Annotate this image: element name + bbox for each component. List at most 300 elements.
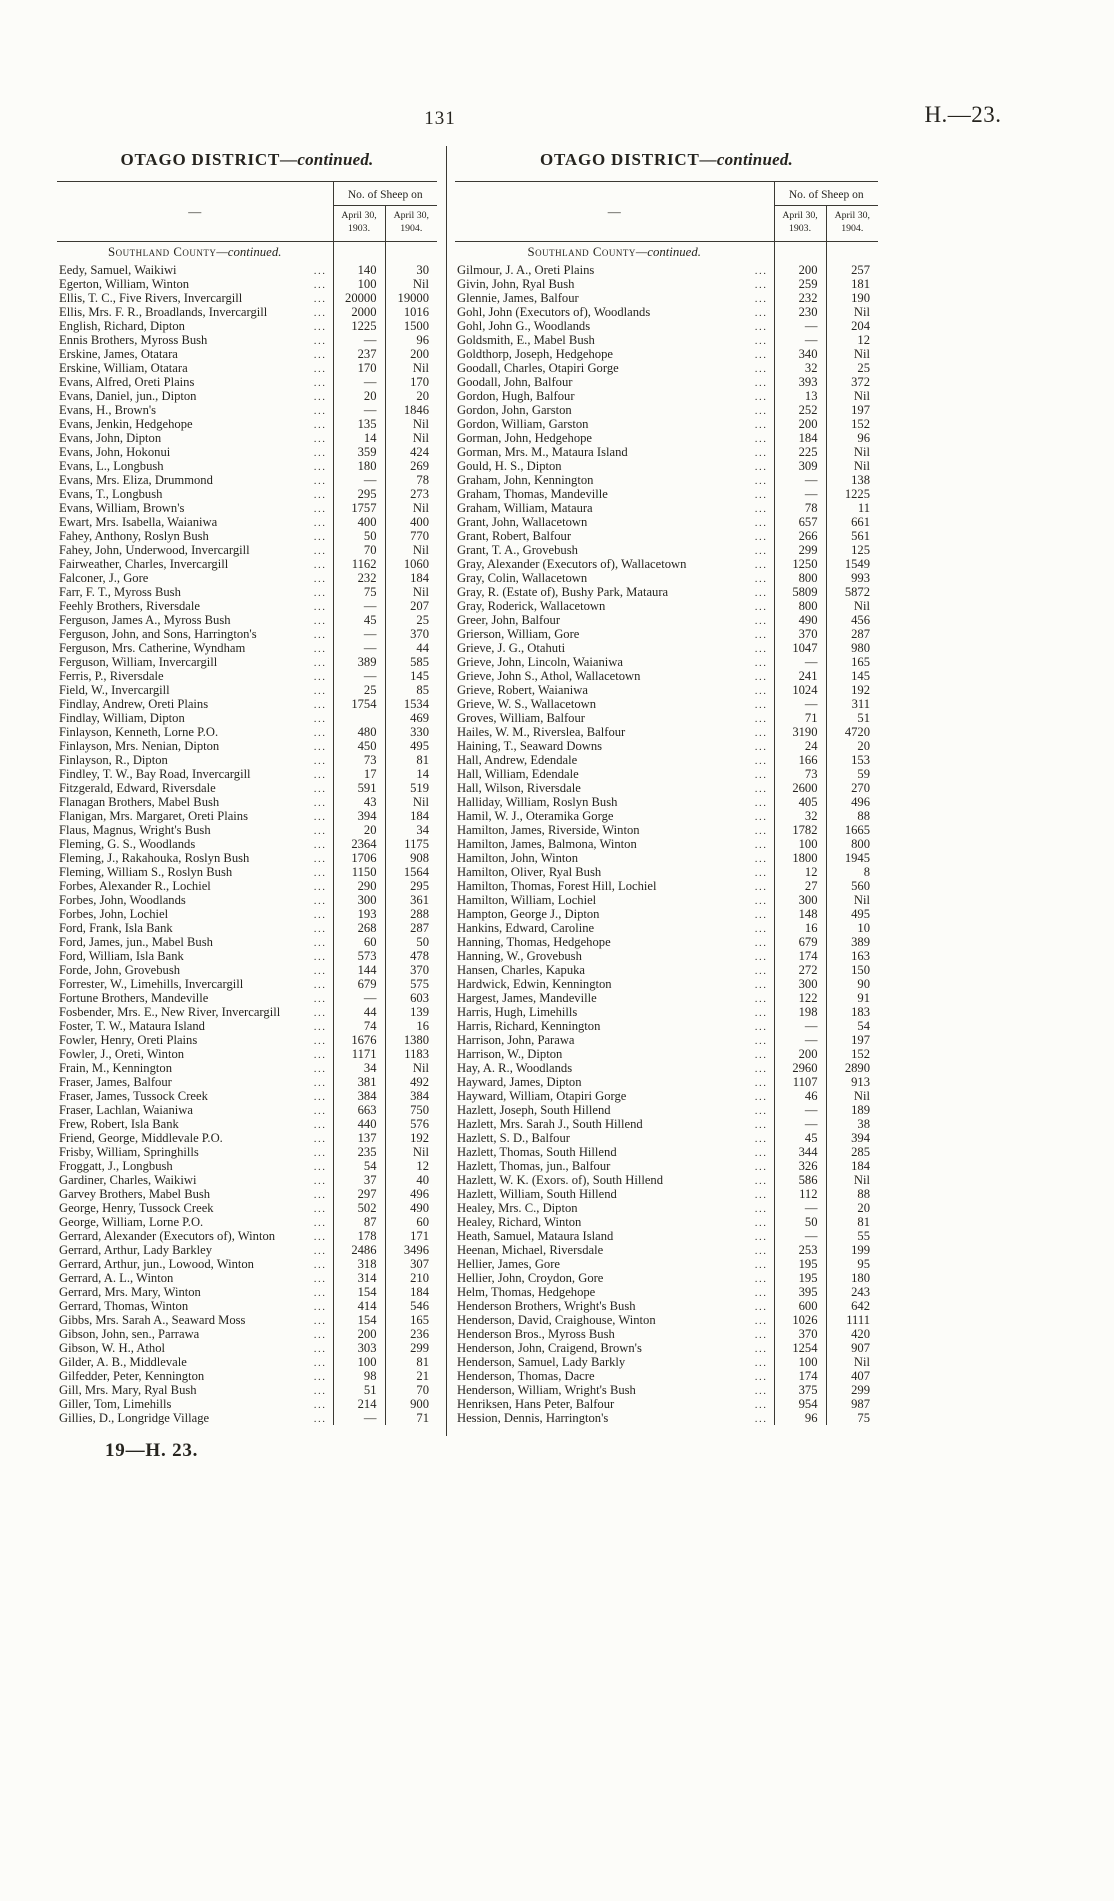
owner-name-cell: Findlay, William, Dipton ... [57,711,333,725]
sheep-1904-cell: 70 [385,1383,437,1397]
sheep-1904-cell: 81 [385,1355,437,1369]
section-heading-row [57,242,437,263]
owner-name-cell: Hayward, William, Otapiri Gorge ... [455,1089,774,1103]
table-row [57,1355,437,1369]
owner-name-cell: Gibson, W. H., Athol ... [57,1341,333,1355]
owner-name-cell: Fortune Brothers, Mandeville ... [57,991,333,1005]
table-row [57,949,437,963]
dot-leader [755,1075,768,1089]
sheep-1903-cell: 24 [774,739,826,753]
empty-cell [826,242,878,263]
owner-name-cell: Gill, Mrs. Mary, Ryal Bush ... [57,1383,333,1397]
sheep-1904-cell: 330 [385,725,437,739]
dot-leader [755,1355,768,1369]
dot-leader [755,753,768,767]
sheep-1903-cell: 1171 [333,1047,385,1061]
owner-name-cell: Gray, Colin, Wallacetown ... [455,571,774,585]
owner-name-cell: Hansen, Charles, Kapuka ... [455,963,774,977]
owner-name-cell: Erskine, William, Otatara ... [57,361,333,375]
sheep-1903-cell: 3190 [774,725,826,739]
dot-leader [755,333,768,347]
table-row [57,1033,437,1047]
table-row [455,1033,878,1047]
owner-name-cell: Henderson, John, Craigend, Brown's ... [455,1341,774,1355]
sheep-1903-cell: 20000 [333,291,385,305]
table-row [455,487,878,501]
sheep-1903-cell: 14 [333,431,385,445]
table-row [455,1187,878,1201]
sheep-1904-cell: 197 [826,403,878,417]
sheep-1903-cell: 45 [774,1131,826,1145]
table-row [455,837,878,851]
sheep-1904-cell: Nil [826,1355,878,1369]
table-row [57,417,437,431]
owner-name-cell: Hardwick, Edwin, Kennington ... [455,977,774,991]
owner-name-cell: Fleming, William S., Roslyn Bush ... [57,865,333,879]
owner-name-cell: Hazlett, Thomas, South Hillend ... [455,1145,774,1159]
dot-leader [755,305,768,319]
table-row [57,1229,437,1243]
owner-name-cell: Gerrard, Mrs. Mary, Winton ... [57,1285,333,1299]
table-row [455,1089,878,1103]
sheep-1904-cell: Nil [385,361,437,375]
owner-name-cell: Gould, H. S., Dipton ... [455,459,774,473]
sheep-1903-cell: 384 [333,1089,385,1103]
sheep-1904-cell: 2890 [826,1061,878,1075]
sheep-1903-cell: 232 [774,291,826,305]
table-row [57,1271,437,1285]
owner-name-cell: Hession, Dennis, Harrington's ... [455,1411,774,1425]
owner-name-cell: Hall, William, Edendale ... [455,767,774,781]
sheep-1903-cell: 252 [774,403,826,417]
sheep-1903-cell: 96 [774,1411,826,1425]
owner-name-cell: Ford, Frank, Isla Bank ... [57,921,333,935]
owner-name-cell: Findlay, Andrew, Oreti Plains ... [57,697,333,711]
table-row [57,1369,437,1383]
sheep-1903-cell: 180 [333,459,385,473]
sheep-1903-cell: 394 [333,809,385,823]
sheep-1903-cell: 200 [774,1047,826,1061]
table-row [455,921,878,935]
owner-name-cell: Harris, Richard, Kennington ... [455,1019,774,1033]
dot-leader [755,1299,768,1313]
sheep-1903-cell: 78 [774,501,826,515]
owner-name-cell: Forbes, John, Lochiel ... [57,907,333,921]
sheep-1904-cell: 800 [826,837,878,851]
dot-leader [755,935,768,949]
sheep-1904-cell: 750 [385,1103,437,1117]
dot-leader [755,585,768,599]
sheep-1904-cell: 269 [385,459,437,473]
sheep-1904-cell: 3496 [385,1243,437,1257]
owner-name-cell: Gerrard, Arthur, jun., Lowood, Winton ... [57,1257,333,1271]
sheep-1903-cell: 375 [774,1383,826,1397]
owner-name-cell: Gerrard, A. L., Winton ... [57,1271,333,1285]
owner-name-cell: Evans, Alfred, Oreti Plains ... [57,375,333,389]
dot-leader [314,823,327,837]
owner-name-cell: Graham, Thomas, Mandeville ... [455,487,774,501]
sheep-1904-cell: 420 [826,1327,878,1341]
owner-name-cell: Harris, Hugh, Limehills ... [455,1005,774,1019]
sheep-1904-cell: 184 [385,571,437,585]
owner-name-cell: Gohl, John (Executors of), Woodlands ... [455,305,774,319]
table-row [57,865,437,879]
table-row [57,823,437,837]
sheep-on-group-header: No. of Sheep on [774,182,878,206]
dot-leader [755,739,768,753]
owner-name-cell: Grieve, W. S., Wallacetown ... [455,697,774,711]
sheep-1904-cell: 389 [826,935,878,949]
dot-leader [314,1299,327,1313]
dot-leader [314,809,327,823]
dot-leader [755,907,768,921]
owner-name-cell: Evans, T., Longbush ... [57,487,333,501]
owner-name-cell: Henderson Brothers, Wright's Bush ... [455,1299,774,1313]
district-name: OTAGO DISTRICT [120,150,281,169]
owner-name-cell: Hellier, James, Gore ... [455,1257,774,1271]
sheep-1903-cell: — [333,641,385,655]
dot-leader [314,305,327,319]
name-column-placeholder: — [57,182,333,242]
dot-leader [314,529,327,543]
sheep-1904-cell: 576 [385,1117,437,1131]
sheep-1904-cell: 299 [826,1383,878,1397]
section-heading-row [455,242,878,263]
sheep-1903-cell: — [774,333,826,347]
owner-name-cell: Flanagan Brothers, Mabel Bush ... [57,795,333,809]
sheep-1904-cell: Nil [385,277,437,291]
sheep-1903-cell: 679 [774,935,826,949]
owner-name-cell: Hampton, George J., Dipton ... [455,907,774,921]
table-row [455,669,878,683]
table-row [57,907,437,921]
sheep-1903-cell: — [774,655,826,669]
district-name: OTAGO DISTRICT [539,150,700,169]
sheep-1904-cell: 59 [826,767,878,781]
dot-leader [314,1103,327,1117]
owner-name-cell: Hankins, Edward, Caroline ... [455,921,774,935]
sheep-1903-cell: 195 [774,1257,826,1271]
dot-leader [755,627,768,641]
owner-name-cell: Finlayson, R., Dipton ... [57,753,333,767]
owner-name-cell: Goldsmith, E., Mabel Bush ... [455,333,774,347]
table-row [57,655,437,669]
sheep-1903-cell: 20 [333,823,385,837]
sheep-1904-cell: 88 [826,809,878,823]
sheep-returns-table-right [455,181,878,1425]
sheep-1903-cell: 314 [333,1271,385,1285]
owner-name-cell: Fahey, Anthony, Roslyn Bush ... [57,529,333,543]
owner-name-cell: Ford, William, Isla Bank ... [57,949,333,963]
table-row [455,893,878,907]
sheep-1903-cell: 54 [333,1159,385,1173]
owner-name-cell: Grieve, John S., Athol, Wallacetown ... [455,669,774,683]
sheep-1904-cell: 1111 [826,1313,878,1327]
sheep-1903-cell: 1047 [774,641,826,655]
sheep-1903-cell: 135 [333,417,385,431]
owner-name-cell: Feehly Brothers, Riversdale ... [57,599,333,613]
sheep-1903-cell: 1800 [774,851,826,865]
dot-leader [755,683,768,697]
table-row [57,991,437,1005]
table-row [57,529,437,543]
dot-leader [314,1257,327,1271]
owner-name-cell: Evans, William, Brown's ... [57,501,333,515]
owner-name-cell: Forrester, W., Limehills, Invercargill ... [57,977,333,991]
sheep-1903-cell: 340 [774,347,826,361]
sheep-1904-cell: Nil [826,893,878,907]
sheep-1904-cell: Nil [826,389,878,403]
sheep-1904-cell: 361 [385,893,437,907]
owner-name-cell: Grant, Robert, Balfour ... [455,529,774,543]
sheep-1903-cell: — [774,1201,826,1215]
table-row [455,1341,878,1355]
table-row [455,1327,878,1341]
owner-name-cell: Hazlett, Mrs. Sarah J., South Hillend ... [455,1117,774,1131]
sheep-1904-cell: 181 [826,277,878,291]
sheep-1904-cell: 30 [385,263,437,277]
sheep-1904-cell: 287 [826,627,878,641]
dot-leader [755,1117,768,1131]
sheep-1904-cell: 199 [826,1243,878,1257]
table-row [57,1397,437,1411]
sheep-1904-cell: 575 [385,977,437,991]
sheep-1903-cell: 25 [333,683,385,697]
sheep-1903-cell: 225 [774,445,826,459]
table-row [455,1047,878,1061]
sheep-1903-cell: 381 [333,1075,385,1089]
sheep-1904-cell: 424 [385,445,437,459]
table-row [455,641,878,655]
sheep-1904-cell: 980 [826,641,878,655]
sheep-1904-cell: 25 [826,361,878,375]
sheep-1904-cell: 16 [385,1019,437,1033]
page-number: 131 [424,108,456,129]
sheep-1904-cell: 299 [385,1341,437,1355]
sheep-1904-cell: 81 [385,753,437,767]
dot-leader [755,389,768,403]
dot-leader [314,515,327,529]
sheep-1904-cell: 125 [826,543,878,557]
table-row [455,1159,878,1173]
dot-leader [314,1173,327,1187]
sheep-1903-cell: 800 [774,599,826,613]
sheep-1903-cell: 2364 [333,837,385,851]
owner-name-cell: Hazlett, William, South Hillend ... [455,1187,774,1201]
table-row [455,1061,878,1075]
table-row [455,809,878,823]
table-row [455,585,878,599]
sheep-1904-cell: Nil [385,543,437,557]
sheep-1903-cell: — [774,473,826,487]
owner-name-cell: Gray, R. (Estate of), Bushy Park, Mataura ... [455,585,774,599]
owner-name-cell: Ewart, Mrs. Isabella, Waianiwa ... [57,515,333,529]
sheep-1904-cell: 44 [385,641,437,655]
owner-name-cell: Goldthorp, Joseph, Hedgehope ... [455,347,774,361]
dot-leader [755,487,768,501]
sheep-1904-cell: 14 [385,767,437,781]
dot-leader [314,1117,327,1131]
table-row [57,585,437,599]
dot-leader [755,921,768,935]
sheep-1903-cell: 50 [333,529,385,543]
table-row [455,1229,878,1243]
table-row [57,781,437,795]
sheep-1904-cell: 384 [385,1089,437,1103]
sheep-1903-cell: 1150 [333,865,385,879]
sheep-1904-cell: 5872 [826,585,878,599]
table-row [57,459,437,473]
owner-name-cell: Falconer, J., Gore ... [57,571,333,585]
dot-leader [755,669,768,683]
sheep-1903-cell: 663 [333,1103,385,1117]
owner-name-cell: Erskine, James, Otatara ... [57,347,333,361]
owner-name-cell: Ferris, P., Riversdale ... [57,669,333,683]
sheep-1903-cell: 74 [333,1019,385,1033]
sheep-1903-cell: 1026 [774,1313,826,1327]
sheep-1903-cell: 237 [333,347,385,361]
dot-leader [314,753,327,767]
owner-name-cell: Hazlett, Joseph, South Hillend ... [455,1103,774,1117]
owner-name-cell: Findley, T. W., Bay Road, Invercargill ... [57,767,333,781]
owner-name-cell: Friend, George, Middlevale P.O. ... [57,1131,333,1145]
sheep-1904-cell: 287 [385,921,437,935]
dot-leader [314,543,327,557]
table-row [455,459,878,473]
dot-leader [314,1187,327,1201]
sheep-1904-cell: 1846 [385,403,437,417]
table-row [57,725,437,739]
table-row [57,1257,437,1271]
sheep-1904-cell: 11 [826,501,878,515]
dot-leader [755,1201,768,1215]
sheep-1904-cell: 90 [826,977,878,991]
sheep-1904-cell: 987 [826,1397,878,1411]
table-row [455,501,878,515]
sheep-1903-cell: 230 [774,305,826,319]
table-row [455,571,878,585]
sheep-1904-cell: 180 [826,1271,878,1285]
sheep-1904-cell: 496 [826,795,878,809]
dot-leader [314,1061,327,1075]
sheep-1904-cell: Nil [826,459,878,473]
table-row [57,291,437,305]
dot-leader [755,1173,768,1187]
owner-name-cell: Groves, William, Balfour ... [455,711,774,725]
sheep-1903-cell: 170 [333,361,385,375]
table-row [57,683,437,697]
sheep-1904-cell: 184 [826,1159,878,1173]
owner-name-cell: Gordon, John, Garston ... [455,403,774,417]
sheep-1904-cell: 78 [385,473,437,487]
sheep-1904-cell: 20 [385,389,437,403]
table-row [455,1299,878,1313]
name-column-placeholder: — [455,182,774,242]
sheep-1903-cell: 73 [774,767,826,781]
owner-name-cell: Fowler, Henry, Oreti Plains ... [57,1033,333,1047]
table-row [455,795,878,809]
sheep-1903-cell: 73 [333,753,385,767]
sheep-1903-cell: 297 [333,1187,385,1201]
sheep-1903-cell [333,711,385,725]
dot-leader [314,501,327,515]
dot-leader [314,487,327,501]
sheep-1903-cell: 272 [774,963,826,977]
table-row [455,935,878,949]
owner-name-cell: Grant, T. A., Grovebush ... [455,543,774,557]
dot-leader [314,781,327,795]
table-row [57,305,437,319]
sheep-1903-cell: 198 [774,1005,826,1019]
owner-name-cell: Hamil, W. J., Oteramika Gorge ... [455,809,774,823]
sheep-1904-cell: 1225 [826,487,878,501]
sheep-1904-cell: 81 [826,1215,878,1229]
dot-leader [314,1327,327,1341]
owner-name-cell: Fowler, J., Oreti, Winton ... [57,1047,333,1061]
owner-name-cell: Fleming, J., Rakahouka, Roslyn Bush ... [57,851,333,865]
sheep-1904-cell: 96 [826,431,878,445]
table-row [57,641,437,655]
sheep-1904-cell: 8 [826,865,878,879]
owner-name-cell: Finlayson, Kenneth, Lorne P.O. ... [57,725,333,739]
sheep-1904-cell: 210 [385,1271,437,1285]
owner-name-cell: Grieve, Robert, Waianiwa ... [455,683,774,697]
sheep-1903-cell: 591 [333,781,385,795]
owner-name-cell: Gilmour, J. A., Oreti Plains ... [455,263,774,277]
sheep-1904-cell: 165 [385,1313,437,1327]
owner-name-cell: Fraser, James, Balfour ... [57,1075,333,1089]
sheep-1904-cell: 561 [826,529,878,543]
sheep-1903-cell: 586 [774,1173,826,1187]
sheep-1904-cell: Nil [826,347,878,361]
district-heading-left [57,150,437,170]
sheep-1903-cell: 98 [333,1369,385,1383]
dot-leader [314,1313,327,1327]
table-row [455,1397,878,1411]
owner-name-cell: Frisby, William, Springhills ... [57,1145,333,1159]
table-row [57,963,437,977]
table-row [455,613,878,627]
sheep-1903-cell: — [333,333,385,347]
table-row [57,445,437,459]
dot-leader [314,389,327,403]
table-row [455,1131,878,1145]
sheep-1904-cell: Nil [385,795,437,809]
dot-leader [314,837,327,851]
dot-leader [755,291,768,305]
sheep-1903-cell: 200 [774,263,826,277]
dot-leader [314,1229,327,1243]
sheep-1904-cell: 370 [385,627,437,641]
sheep-1903-cell: 154 [333,1285,385,1299]
sheep-1904-cell: 184 [385,809,437,823]
table-row [455,333,878,347]
owner-name-cell: Gilfedder, Peter, Kennington ... [57,1369,333,1383]
owner-name-cell: Hazlett, Thomas, jun., Balfour ... [455,1159,774,1173]
sheep-1903-cell: 300 [774,977,826,991]
dot-leader [755,1159,768,1173]
table-row [57,1117,437,1131]
sheep-1903-cell: 195 [774,1271,826,1285]
table-row [57,333,437,347]
dot-leader [755,767,768,781]
table-row [57,361,437,375]
sheep-1904-cell: 75 [826,1411,878,1425]
sheep-1904-cell: 1665 [826,823,878,837]
owner-name-cell: Gibbs, Mrs. Sarah A., Seaward Moss ... [57,1313,333,1327]
sheep-1903-cell: — [333,375,385,389]
owner-name-cell: Henderson Bros., Myross Bush ... [455,1327,774,1341]
